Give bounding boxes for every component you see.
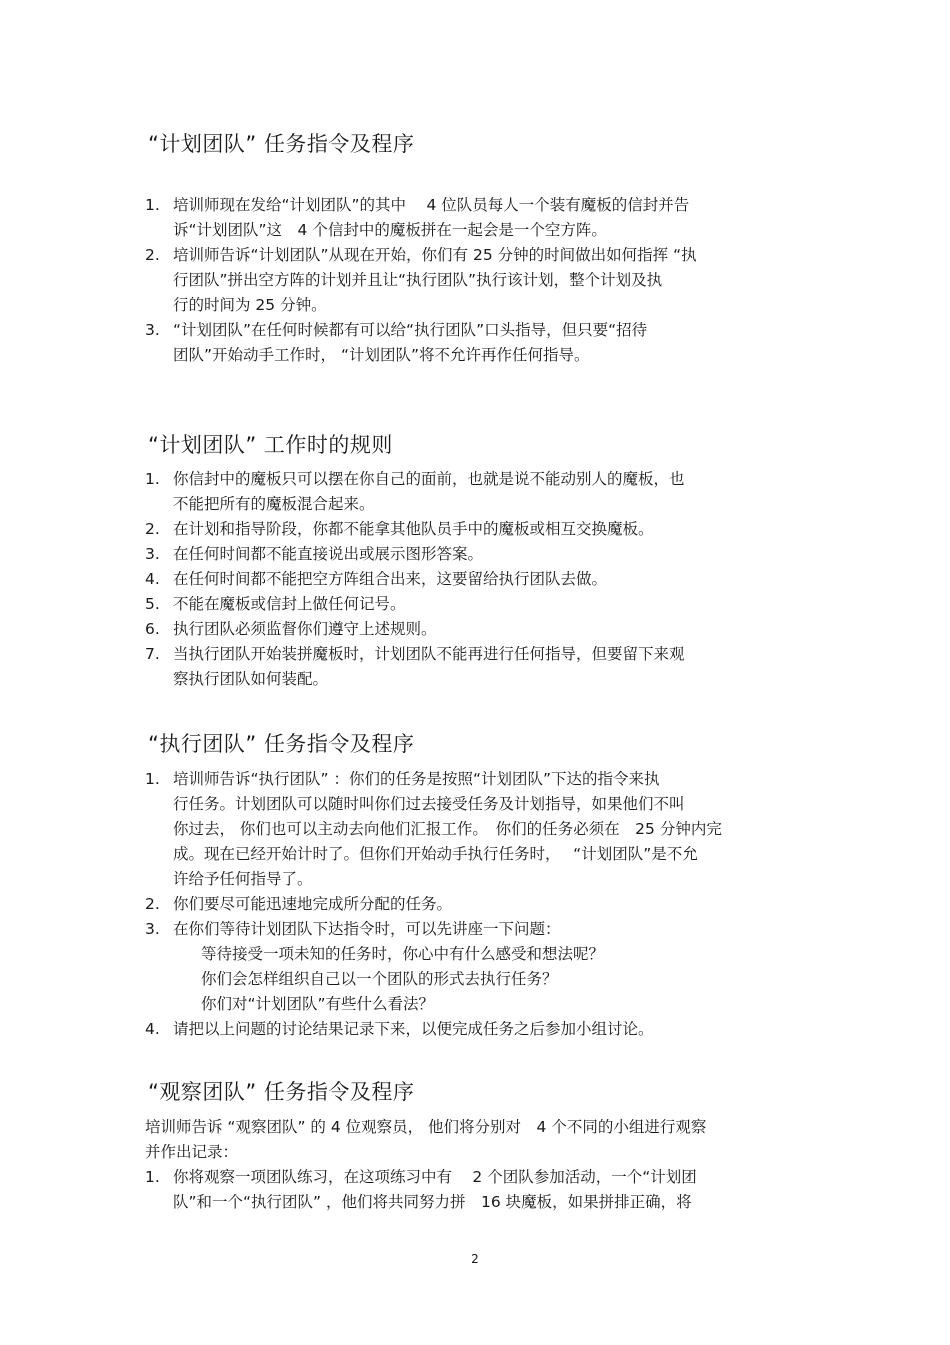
page-number: 2 [471,1252,479,1266]
item-text: 察执行团队如何装配。 [173,670,329,688]
list-item [145,1017,815,1042]
section-heading-observation-task: “观察团队” 任务指令及程序 [148,1080,415,1104]
item-text: 不能把所有的魔板混合起来。 [173,495,375,513]
intro-text: 并作出记录： [145,1143,239,1161]
item-text: 你将观察一项团队练习，在这项练习中有 2 个团队参加活动，一个“计划团 [173,1168,697,1186]
item-number: 4. [145,1020,160,1038]
item-number: 1. [145,1168,160,1186]
list-item [145,517,815,542]
section-heading-planning-rules: “计划团队” 工作时的规则 [148,433,393,457]
list-item [145,892,815,917]
observation-task-list [145,1165,815,1215]
item-number: 3. [145,321,160,339]
item-number: 2. [145,520,160,538]
item-number: 2. [145,895,160,913]
item-text: 在计划和指导阶段，你都不能拿其他队员手中的魔板或相互交换魔板。 [173,520,654,538]
list-item [145,542,815,567]
item-number: 3. [145,545,160,563]
sub-question: 你们会怎样组织自己以一个团队的形式去执行任务？ [201,970,558,988]
item-text: 行团队”拼出空方阵的计划并且让“执行团队”执行该计划，整个计划及执 [173,271,663,289]
execution-task-list [145,767,815,1042]
intro-text: 培训师告诉 “观察团队” 的 4 位观察员， 他们将分别对 4 个不同的小组进行观察 [145,1118,707,1136]
item-text: 在任何时间都不能把空方阵组合出来，这要留给执行团队去做。 [173,570,608,588]
observation-intro [145,1115,815,1165]
list-item [145,592,815,617]
sub-question: 你们对“计划团队”有些什么看法？ [201,995,435,1013]
item-text: 行任务。计划团队可以随时叫你们过去接受任务及计划指导，如果他们不叫 [173,795,685,813]
list-item [145,917,815,1017]
item-number: 3. [145,920,160,938]
item-text: 在任何时间都不能直接说出或展示图形答案。 [173,545,484,563]
list-item [145,617,815,642]
item-text: 不能在魔板或信封上做任何记号。 [173,595,406,613]
item-text: 请把以上问题的讨论结果记录下来，以便完成任务之后参加小组讨论。 [173,1020,654,1038]
item-text: “计划团队”在任何时候都有可以给“执行团队”口头指导，但只要“招待 [173,321,648,339]
item-number: 2. [145,246,160,264]
item-text: 许给予任何指导了。 [173,870,313,888]
list-item [145,642,815,692]
list-item [145,467,815,517]
item-text: 你信封中的魔板只可以摆在你自己的面前，也就是说不能动别人的魔板，也 [173,470,685,488]
sub-question: 等待接受一项未知的任务时，你心中有什么感受和想法呢？ [201,945,605,963]
item-number: 7. [145,645,160,663]
item-text: 培训师现在发给“计划团队”的其中 4 位队员每人一个装有魔板的信封并告 [173,196,690,214]
item-text: 成。现在已经开始计时了。但你们开始动手执行任务时， “计划团队”是不允 [173,845,698,863]
item-number: 1. [145,196,160,214]
section-heading-execution-task: “执行团队” 任务指令及程序 [148,732,415,756]
planning-rules-list [145,467,815,692]
item-text: 你们要尽可能迅速地完成所分配的任务。 [173,895,453,913]
item-text: 执行团队必须监督你们遵守上述规则。 [173,620,437,638]
item-text: 培训师告诉“执行团队” ：你们的任务是按照“计划团队”下达的指令来执 [173,770,660,788]
item-number: 1. [145,770,160,788]
list-item [145,1165,815,1215]
list-item [145,567,815,592]
list-item [145,767,815,892]
item-text: 培训师告诉“计划团队”从现在开始，你们有 25 分钟的时间做出如何指挥 “执 [173,246,697,264]
list-item [145,243,815,318]
planning-task-list [145,193,815,368]
item-text: 队”和一个“执行团队” ，他们将共同努力拼 16 块魔板，如果拼排正确，将 [173,1193,692,1211]
section-heading-planning-task: “计划团队” 任务指令及程序 [148,132,415,156]
item-text: 你过去， 你们也可以主动去向他们汇报工作。 你们的任务必须在 25 分钟内完 [173,820,722,838]
item-text: 诉“计划团队”这 4 个信封中的魔板拼在一起会是一个空方阵。 [173,221,607,239]
item-text: 在你们等待计划团队下达指令时，可以先讲座一下问题： [173,920,561,938]
item-number: 5. [145,595,160,613]
item-text: 当执行团队开始装拼魔板时，计划团队不能再进行任何指导，但要留下来观 [173,645,685,663]
item-number: 1. [145,470,160,488]
item-number: 4. [145,570,160,588]
list-item [145,193,815,243]
list-item [145,318,815,368]
item-text: 团队”开始动手工作时， “计划团队”将不允许再作任何指导。 [173,346,590,364]
item-text: 行的时间为 25 分钟。 [173,296,327,314]
item-number: 6. [145,620,160,638]
